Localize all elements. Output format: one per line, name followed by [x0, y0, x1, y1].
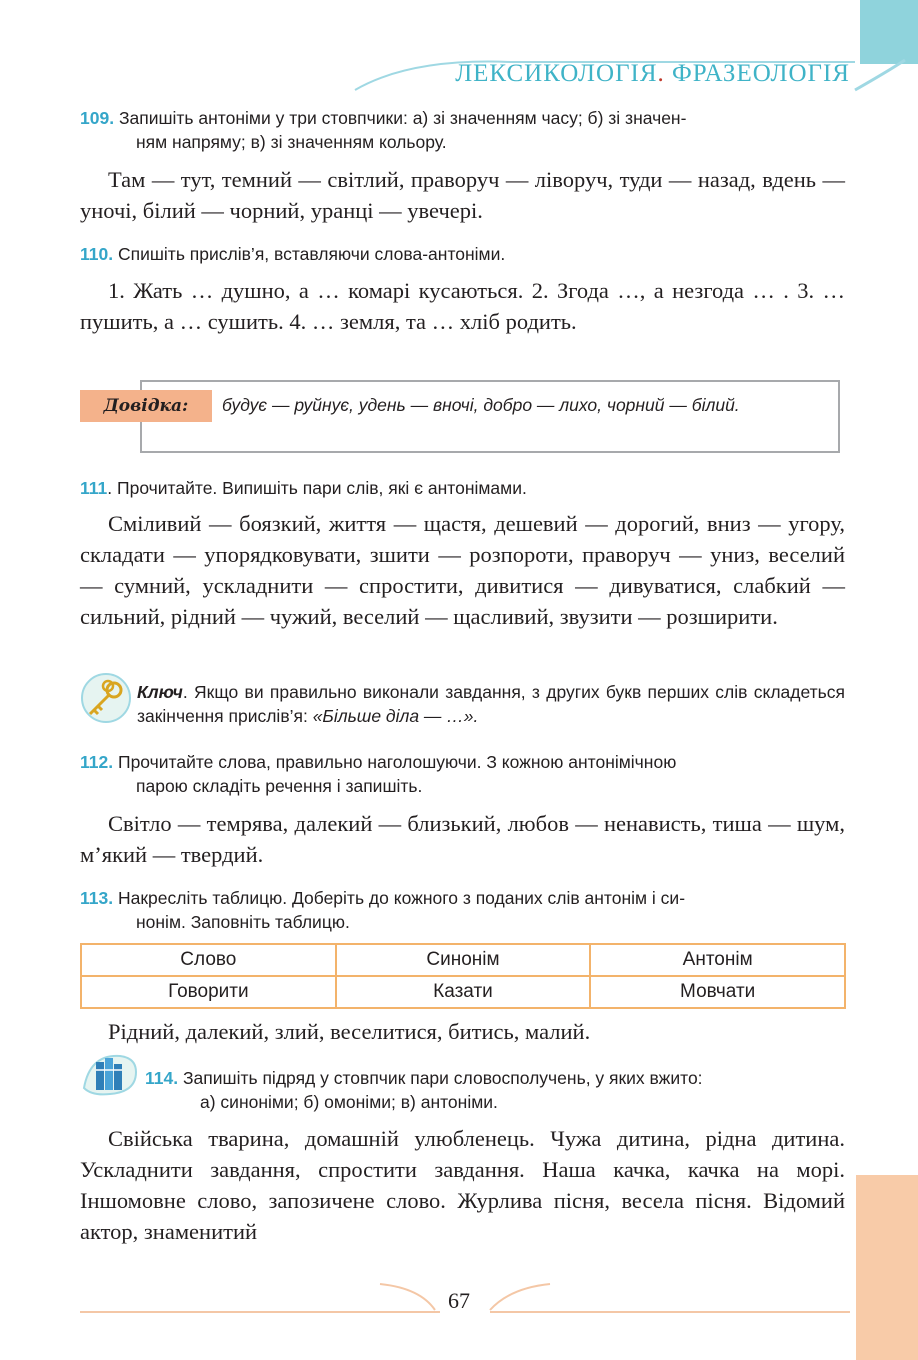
- exercise-112-task: 112. Прочитайте слова, правильно наголошуючи. З кожною антонімічною парою складіть речення і запишіть.: [80, 752, 677, 796]
- exercise-111-text: Сміливий — боязкий, життя — щастя, дешевий — дорогий, вниз — угору, складати — упорядковувати, зшити — розпороти, праворуч — униз, веселий — сумний, ускладнити — спростити, дивитися — дивуватися, слабкий — сильний, рідний — чужий, веселий — щасливий, звузити — розширити.: [80, 511, 845, 629]
- exercise-114-task: 114. Запишіть підряд у стовпчик пари словосполучень, у яких вжито: а) синоніми; б) омоніми; в) антоніми.: [145, 1068, 703, 1112]
- exercise-110-task: 110. Спишіть прислів’я, вставляючи слова-антоніми.: [80, 244, 506, 264]
- reference-text: будує — руйнує, удень — вночі, добро — лихо, чорний — білий.: [222, 395, 740, 415]
- books-icon: [80, 1048, 138, 1100]
- synonym-antonym-table: [80, 943, 846, 1009]
- page-number: 67: [448, 1288, 470, 1313]
- table-header-cell: Слово: [81, 944, 336, 976]
- table-row: [81, 976, 845, 1008]
- exercise-113-text: Рідний, далекий, злий, веселитися, битись, малий.: [108, 1019, 591, 1044]
- exercise-110-text: 1. Жать … душно, а … комарі кусаються. 2. Згода …, а незгода … . 3. … пушить, а … сушить. 4. … земля, та … хліб родить.: [80, 278, 845, 334]
- table-header-cell: Антонім: [590, 944, 845, 976]
- corner-tab-bottom: [856, 1175, 918, 1360]
- exercise-113-task: 113. Накресліть таблицю. Доберіть до кожного з поданих слів антонім і си- нонім. Заповніть таблицю.: [80, 888, 686, 932]
- page-header-title: ЛЕКСИКОЛОГІЯ. ФРАЗЕОЛОГІЯ: [455, 60, 850, 87]
- table-header-cell: Синонім: [336, 944, 591, 976]
- exercise-114-text: Свійська тварина, домашній улюбленець. Чужа дитина, рідна дитина. Ускладнити завдання, спростити завдання. Наша качка, качка на морі. Іншомовне слово, запозичене слово. Журлива пісня, весела пісня. Відомий актор, знаменитий: [80, 1126, 845, 1244]
- exercise-109-text: Там — тут, темний — світлий, праворуч — ліворуч, туди — назад, вдень — уночі, білий — чорний, уранці — увечері.: [80, 167, 845, 223]
- exercise-109-task: 109. Запишіть антоніми у три стовпчики: а) зі значенням часу; б) зі значен- ням напряму; в) зі значенням кольору.: [80, 108, 687, 152]
- exercise-112-text: Світло — темрява, далекий — близький, любов — ненависть, тиша — шум, м’який — твердий.: [80, 811, 845, 867]
- key-icon: [80, 672, 132, 724]
- table-cell: Мовчати: [590, 976, 845, 1008]
- exercise-111-task: 111. Прочитайте. Випишіть пари слів, які є антонімами.: [80, 478, 527, 498]
- table-cell: Казати: [336, 976, 591, 1008]
- table-cell: Говорити: [81, 976, 336, 1008]
- reference-label: Довідка:: [80, 390, 212, 422]
- table-header-row: [81, 944, 845, 976]
- key-hint: Ключ. Якщо ви правильно виконали завдання, з других букв перших слів складеться закінчення прислів’я: «Більше діла — …».: [137, 682, 845, 726]
